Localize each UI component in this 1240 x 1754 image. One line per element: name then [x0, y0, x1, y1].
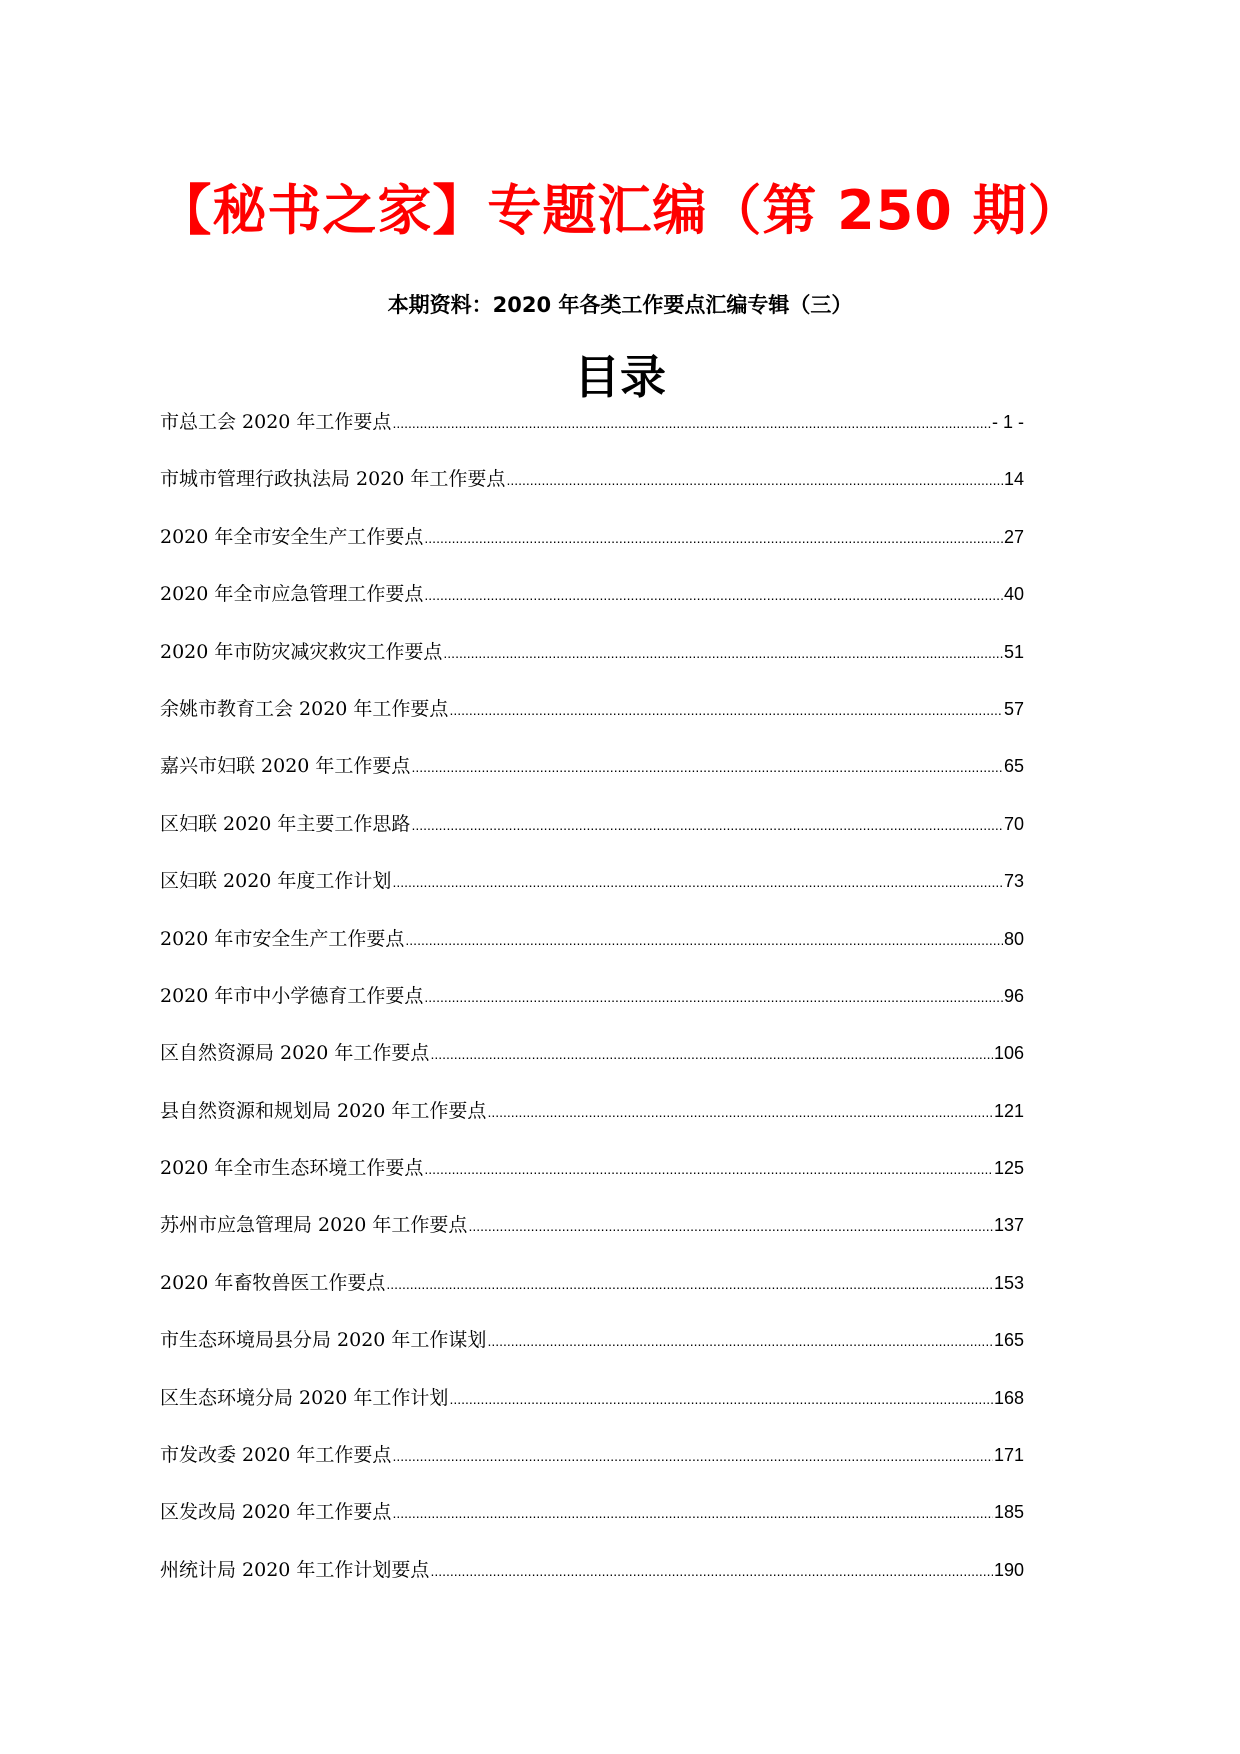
toc-leader-dots — [468, 1211, 993, 1241]
toc-entry[interactable] — [160, 1383, 1024, 1440]
toc-leader-dots — [487, 1326, 993, 1356]
toc-entry-page: 125 — [993, 1158, 1024, 1179]
toc-entry[interactable] — [160, 924, 1024, 981]
toc-entry-title: 区生态环境分局 2020 年工作计划 — [160, 1386, 449, 1409]
toc-leader-dots — [405, 925, 1003, 955]
toc-entry-page: 153 — [993, 1272, 1024, 1293]
toc-leader-dots — [411, 810, 1003, 840]
toc-entry-title: 苏州市应急管理局 2020 年工作要点 — [160, 1214, 468, 1237]
toc-leader-dots — [392, 408, 991, 438]
toc-entry-title: 余姚市教育工会 2020 年工作要点 — [160, 697, 449, 720]
toc-leader-dots — [392, 1498, 993, 1528]
toc-entry[interactable] — [160, 1096, 1024, 1153]
toc-entry-page: 80 — [1003, 928, 1024, 949]
toc-entry-page: 106 — [993, 1043, 1024, 1064]
toc-entry-title: 嘉兴市妇联 2020 年工作要点 — [160, 755, 411, 778]
toc-entry-page: 137 — [993, 1215, 1024, 1236]
toc-entry-page: 27 — [1003, 526, 1024, 547]
toc-entry-page: 70 — [1003, 813, 1024, 834]
toc-entry[interactable] — [160, 637, 1024, 694]
toc-entry[interactable] — [160, 981, 1024, 1038]
document-subtitle: 本期资料：2020 年各类工作要点汇编专辑（三） — [387, 293, 853, 317]
toc-entry-page: 57 — [1003, 698, 1024, 719]
toc-entry[interactable] — [160, 1440, 1024, 1497]
toc-entry[interactable] — [160, 1497, 1024, 1554]
toc-entry[interactable] — [160, 407, 1024, 464]
toc-entry-title: 市总工会 2020 年工作要点 — [160, 411, 392, 433]
toc-leader-dots — [443, 638, 1003, 668]
toc-leader-dots — [506, 465, 1003, 495]
toc-leader-dots — [386, 1269, 993, 1299]
toc-entry-title: 区妇联 2020 年主要工作思路 — [160, 812, 411, 835]
toc-entry-title: 区发改局 2020 年工作要点 — [160, 1501, 392, 1524]
toc-entry[interactable] — [160, 866, 1024, 923]
toc-entry-title: 区妇联 2020 年度工作计划 — [160, 870, 392, 893]
toc-entry-title: 2020 年全市应急管理工作要点 — [160, 583, 424, 606]
toc-entry[interactable] — [160, 694, 1024, 751]
toc-entry-title: 2020 年畜牧兽医工作要点 — [160, 1271, 386, 1294]
toc-leader-dots — [449, 1384, 993, 1414]
toc-entry-title: 市城市管理行政执法局 2020 年工作要点 — [160, 468, 506, 491]
toc-entry-page: 165 — [993, 1330, 1024, 1351]
toc-entry[interactable] — [160, 464, 1024, 521]
toc-leader-dots — [487, 1097, 993, 1127]
toc-entry[interactable] — [160, 751, 1024, 808]
toc-entry-page: 190 — [993, 1559, 1024, 1580]
toc-entry[interactable] — [160, 1038, 1024, 1095]
toc-entry[interactable] — [160, 1210, 1024, 1267]
toc-entry-page: 40 — [1003, 584, 1024, 605]
toc-leader-dots — [424, 1154, 993, 1184]
toc-entry-page: 14 — [1003, 469, 1024, 490]
table-of-contents — [160, 407, 1024, 1612]
toc-entry-page: 96 — [1003, 985, 1024, 1006]
toc-entry-title: 市发改委 2020 年工作要点 — [160, 1444, 392, 1467]
toc-leader-dots — [411, 752, 1003, 782]
toc-entry-title: 2020 年市防灾减灾救灾工作要点 — [160, 640, 443, 663]
toc-entry-title: 区自然资源局 2020 年工作要点 — [160, 1042, 430, 1065]
toc-entry-page: 171 — [993, 1445, 1024, 1466]
toc-entry-title: 2020 年市中小学德育工作要点 — [160, 984, 424, 1007]
toc-leader-dots — [392, 1441, 993, 1471]
toc-heading: 目录 — [574, 350, 666, 404]
toc-entry[interactable] — [160, 1325, 1024, 1382]
toc-entry[interactable] — [160, 1555, 1024, 1612]
document-title: 【秘书之家】专题汇编（第 250 期） — [157, 179, 1083, 242]
toc-entry-title: 2020 年全市生态环境工作要点 — [160, 1157, 424, 1180]
toc-entry-title: 县自然资源和规划局 2020 年工作要点 — [160, 1099, 487, 1122]
toc-entry[interactable] — [160, 809, 1024, 866]
toc-entry[interactable] — [160, 522, 1024, 579]
toc-entry-page: 65 — [1003, 756, 1024, 777]
toc-entry-title: 市生态环境局县分局 2020 年工作谋划 — [160, 1329, 487, 1352]
toc-entry[interactable] — [160, 579, 1024, 636]
toc-leader-dots — [392, 867, 1003, 897]
toc-leader-dots — [424, 580, 1003, 610]
toc-entry-page: 51 — [1003, 641, 1024, 662]
toc-leader-dots — [424, 982, 1003, 1012]
toc-leader-dots — [449, 695, 1003, 725]
toc-leader-dots — [430, 1556, 993, 1586]
toc-entry[interactable] — [160, 1268, 1024, 1325]
toc-entry-title: 2020 年全市安全生产工作要点 — [160, 525, 424, 548]
toc-entry[interactable] — [160, 1153, 1024, 1210]
toc-entry-page: - 1 - — [991, 412, 1024, 432]
toc-entry-title: 2020 年市安全生产工作要点 — [160, 927, 405, 950]
toc-entry-title: 州统计局 2020 年工作计划要点 — [160, 1558, 430, 1581]
toc-leader-dots — [424, 523, 1003, 553]
toc-entry-page: 168 — [993, 1387, 1024, 1408]
toc-entry-page: 121 — [993, 1100, 1024, 1121]
toc-entry-page: 73 — [1003, 871, 1024, 892]
toc-entry-page: 185 — [993, 1502, 1024, 1523]
toc-leader-dots — [430, 1039, 993, 1069]
